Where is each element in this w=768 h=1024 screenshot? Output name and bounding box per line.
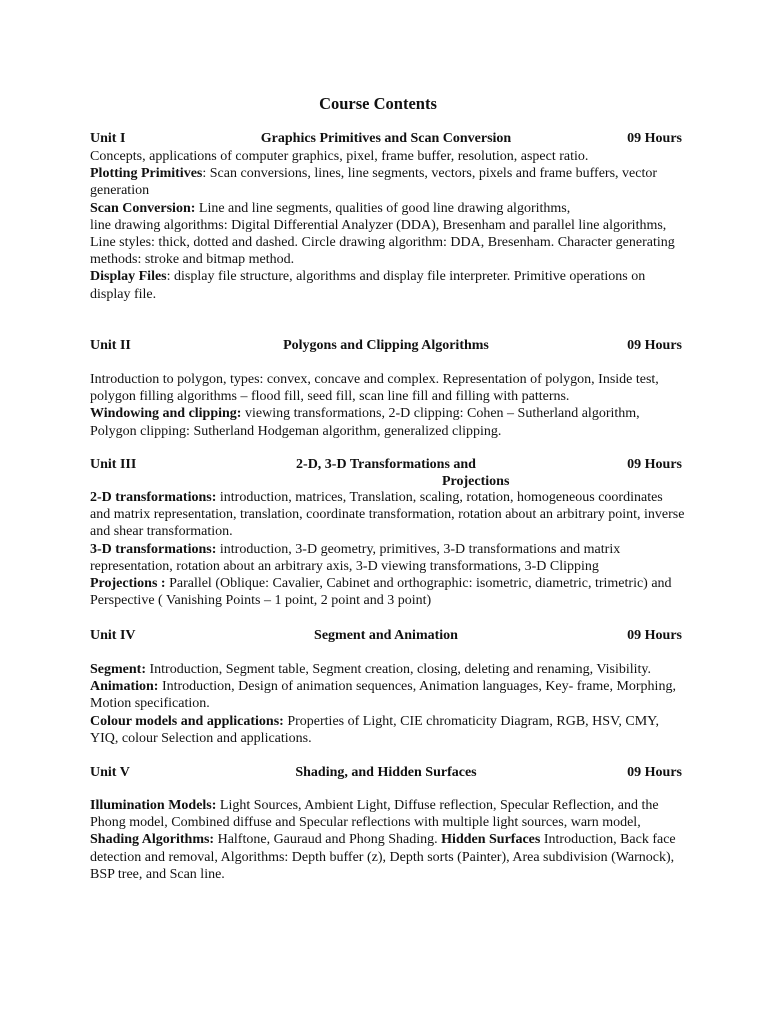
paragraph <box>90 371 686 405</box>
paragraph <box>90 713 686 747</box>
paragraph-text: Parallel (Oblique: Cavalier, Cabinet and orthographic: isometric, diametric, trimetric) and Perspective ( Vanishing Points – 1 point, 2 point and 3 point) <box>90 576 672 609</box>
unit-header <box>90 764 682 782</box>
paragraph <box>90 405 686 439</box>
unit-body <box>90 797 686 883</box>
paragraph <box>90 489 686 541</box>
unit-title: Shading, and Hidden Surfaces <box>295 765 477 780</box>
unit-label: Unit III <box>90 457 137 472</box>
unit-label: Unit I <box>90 131 126 146</box>
unit-title: Graphics Primitives and Scan Conversion <box>260 131 512 146</box>
paragraph-heading: Animation: <box>90 679 159 695</box>
paragraph-text: Line and line segments, qualities of good line drawing algorithms, <box>195 200 571 216</box>
paragraph-text: Introduction to polygon, types: convex, concave and complex. Representation of polygon, Inside test, polygon filling algorithms – flood fill, seed fill, scan line fill and filling with patterns. <box>90 372 659 405</box>
unit-header <box>90 456 682 489</box>
paragraph <box>90 200 686 217</box>
paragraph-text: : display file structure, algorithms and display file interpreter. Primitive operations on display file. <box>90 269 646 302</box>
paragraph-text: viewing transformations, 2-D clipping: Cohen – Sutherland algorithm, Polygon clipping: Sutherland Hodgeman algorithm, generalized clipping. <box>90 406 640 439</box>
paragraph <box>90 217 686 269</box>
paragraph-heading: Hidden Surfaces <box>441 832 541 848</box>
paragraph <box>90 541 686 575</box>
paragraph <box>90 797 686 831</box>
paragraph <box>90 268 686 302</box>
unit-title-continued: Projections <box>442 474 510 489</box>
page-title: Course Contents <box>319 94 437 113</box>
unit-title: Polygons and Clipping Algorithms <box>283 338 489 353</box>
unit-body <box>90 148 686 303</box>
paragraph-heading: Projections : <box>90 576 166 592</box>
paragraph-text: introduction, matrices, Translation, scaling, rotation, homogeneous coordinates and matrix representation, translation, coordinate transformation, rotation about an arbitrary point, inverse and shear transformation. <box>90 490 685 540</box>
paragraph-heading: Colour models and applications: <box>90 713 284 729</box>
paragraph <box>90 831 686 883</box>
paragraph-text: Introduction, Segment table, Segment creation, closing, deleting and renaming, Visibility. <box>146 662 651 677</box>
paragraph-text: Halftone, Gauraud and Phong Shading. <box>214 832 442 848</box>
unit-hours: 09 Hours <box>627 457 682 472</box>
paragraph-heading: Plotting Primitives <box>90 166 203 182</box>
paragraph <box>90 148 686 165</box>
paragraph-heading: Windowing and clipping: <box>90 406 242 422</box>
paragraph-text: introduction, 3-D geometry, primitives, 3-D transformations and matrix representation, rotation about an arbitrary axis, 3-D viewing transformations, 3-D Clipping <box>90 541 621 574</box>
unit-label: Unit IV <box>90 628 136 643</box>
paragraph-text: Light Sources, Ambient Light, Diffuse reflection, Specular Reflection, and the Phong model, Combined diffuse and Specular reflections with multiple light sources, warn model, <box>90 798 659 831</box>
paragraph <box>90 678 686 712</box>
unit-header <box>90 130 682 148</box>
unit-hours: 09 Hours <box>627 765 682 780</box>
unit-hours: 09 Hours <box>627 131 682 146</box>
paragraph-heading: Segment: <box>90 662 146 677</box>
unit-label: Unit V <box>90 765 130 780</box>
paragraph-heading: 2-D transformations: <box>90 490 217 505</box>
paragraph-text: line drawing algorithms: Digital Differential Analyzer (DDA), Bresenham and parallel line algorithms, Line styles: thick, dotted and dashed. Circle drawing algorithm: DDA, Bresenham. Character generating methods: stroke and bitmap method. <box>90 217 675 268</box>
paragraph-text: Properties of Light, CIE chromaticity Diagram, RGB, HSV, CMY, YIQ, colour Selection and applications. <box>90 713 659 746</box>
unit-label: Unit II <box>90 338 131 353</box>
paragraph <box>90 575 686 609</box>
paragraph-heading: Illumination Models: <box>90 798 217 813</box>
unit-title: Segment and Animation <box>314 628 458 643</box>
paragraph-heading: Shading Algorithms: <box>90 832 215 848</box>
paragraph-heading: Display Files <box>90 269 167 285</box>
paragraph-heading: Scan Conversion: <box>90 200 196 216</box>
paragraph <box>90 661 686 678</box>
paragraph-text: Introduction, Back face detection and removal, Algorithms: Depth buffer (z), Depth sorts (Painter), Area subdivision (Warnock), BSP tree, and Scan line. <box>90 832 676 882</box>
unit-hours: 09 Hours <box>627 338 682 353</box>
unit-header <box>90 337 682 355</box>
paragraph-text: : Scan conversions, lines, line segments, vectors, pixels and frame buffers, vector generation <box>90 166 657 199</box>
unit-body <box>90 371 686 440</box>
unit-body <box>90 489 686 609</box>
paragraph <box>90 165 686 199</box>
paragraph-heading: 3-D transformations: <box>90 541 217 557</box>
paragraph-text: Concepts, applications of computer graphics, pixel, frame buffer, resolution, aspect ratio. <box>90 149 589 164</box>
unit-hours: 09 Hours <box>627 628 682 643</box>
unit-header <box>90 627 682 645</box>
unit-body <box>90 661 686 747</box>
unit-title: 2-D, 3-D Transformations and <box>296 457 476 472</box>
paragraph-text: Introduction, Design of animation sequences, Animation languages, Key- frame, Morphing, Motion specification. <box>90 679 676 712</box>
